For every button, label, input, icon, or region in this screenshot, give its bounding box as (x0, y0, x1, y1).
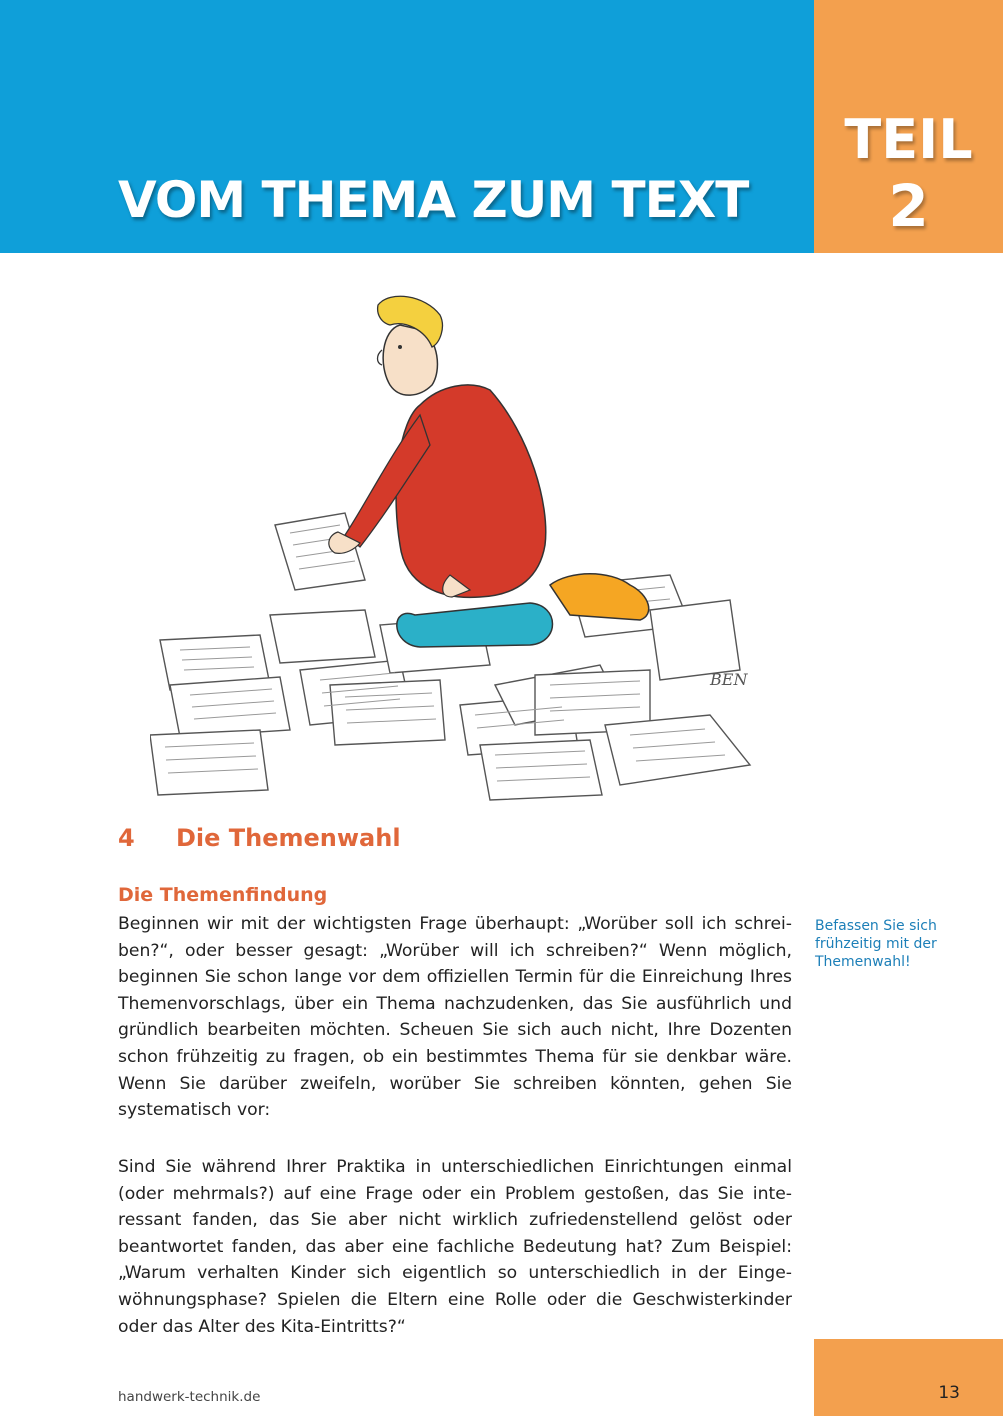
chapter-title: VOM THEMA ZUM TEXT (118, 171, 749, 229)
margin-note: Befassen Sie sich frühzeitig mit der Themenwahl! (815, 918, 937, 970)
body-paragraph-2: Sind Sie während Ihrer Praktika in unterschiedlichen Einrichtungen einmal (oder mehrmals?) auf eine Frage oder ein Problem gestoßen, das Sie interessant fanden, das Sie aber nicht wirklich zufriedenstellend gelöst oder beantwortet fanden, das aber eine fachliche Bedeutung hat? Zum Beispiel: „Warum verhalten Kinder sich eigentlich so unterschiedlich in der Eingewöhnungsphase? Spielen die Eltern eine Rolle oder die Geschwisterkinder oder das Alter des Kita-Eintritts?“ (118, 1157, 792, 1337)
footer-url: handwerk-technik.de (118, 1389, 261, 1405)
person-figure (329, 296, 649, 647)
section-title: Die Themenwahl (176, 824, 401, 852)
cartoon-illustration (150, 285, 800, 805)
part-label: TEIL (844, 108, 973, 171)
subsection-heading: Die Themenfindung (118, 884, 328, 906)
page-number: 13 (938, 1383, 960, 1403)
part-number: 2 (888, 172, 929, 240)
page-number-tab (814, 1339, 1003, 1416)
artist-signature: BEN (710, 670, 748, 689)
section-number: 4 (118, 824, 135, 852)
section-heading (118, 824, 401, 852)
body-paragraph-1: Beginnen wir mit der wichtigsten Frage überhaupt: „Worüber soll ich schreiben?“, oder besser gesagt: „Worüber will ich schreiben?“ Wenn möglich, beginnen Sie schon lange vor dem offiziellen Termin für die Einreichung Ihres Themenvorschlags, über ein Thema nachzudenken, das Sie ausführlich und gründlich bearbeiten möchten. Scheuen Sie sich auch nicht, Ihre Dozenten schon frühzeitig zu fragen, ob ein bestimmtes Thema für sie denkbar wäre. Wenn Sie darüber zweifeln, worüber Sie schreiben könnten, gehen Sie systematisch vor: (118, 914, 792, 1121)
